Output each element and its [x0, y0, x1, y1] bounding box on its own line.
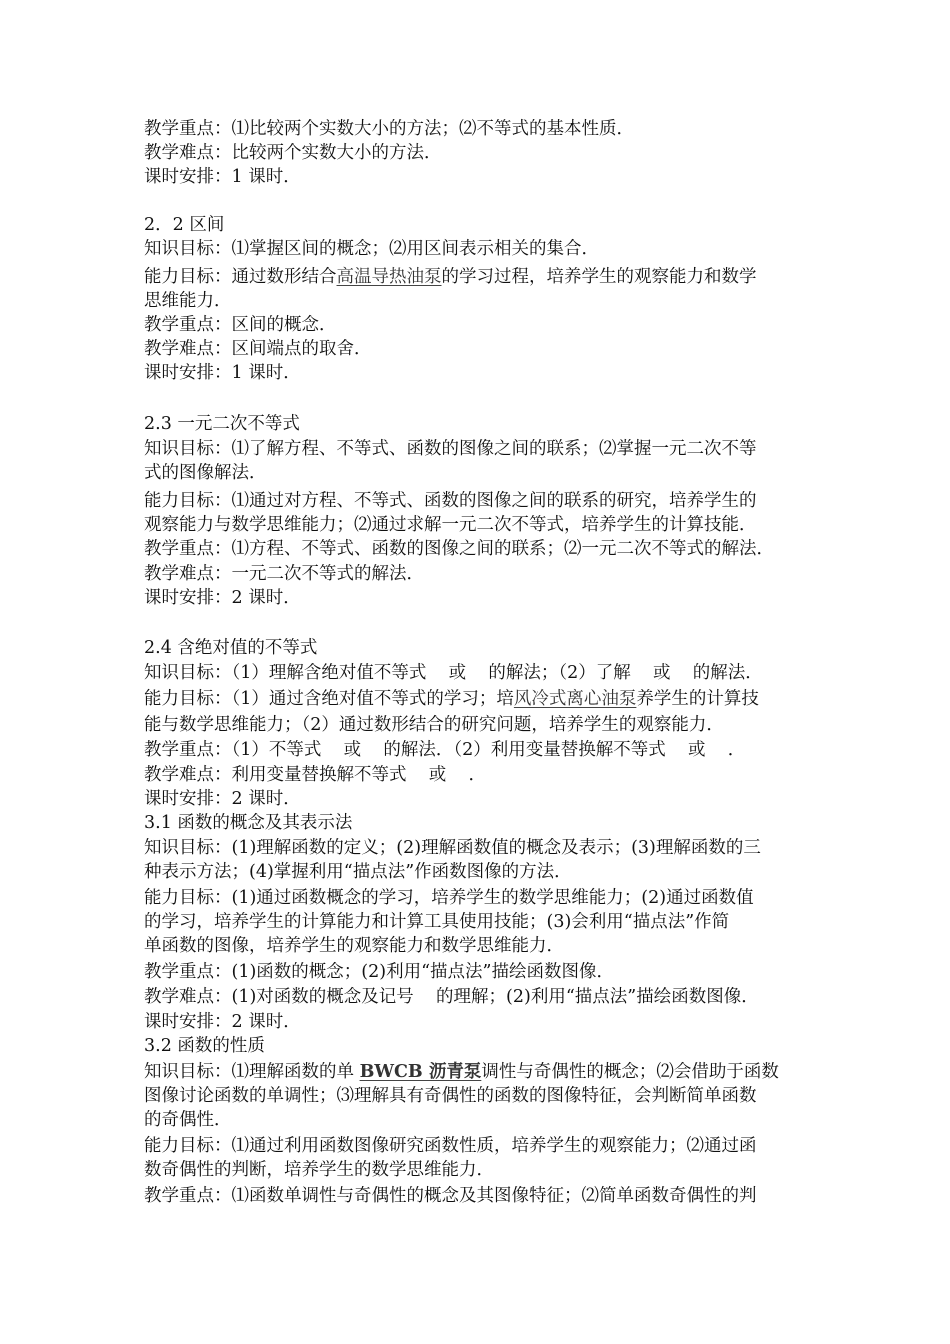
text-line — [144, 687, 759, 711]
text-line — [144, 265, 757, 289]
text-line — [144, 1060, 779, 1084]
section-heading: 2．2 区间 — [144, 215, 225, 235]
text-line: 数奇偶性的判断，培养学生的数学思维能力． — [144, 1160, 494, 1180]
inline-link-high-temp-oil-pump[interactable]: 高温导热油泵 — [336, 267, 442, 287]
text-line: 能与数学思维能力；（2）通过数形结合的研究问题，培养学生的观察能力． — [144, 715, 724, 735]
text-line: 图像讨论函数的单调性；⑶理解具有奇偶性的函数的图像特征，会判断简单函数 — [144, 1086, 757, 1106]
text-line: 的学习，培养学生的计算能力和计算工具使用技能；(3)会利用“描点法”作简 — [144, 912, 730, 932]
text-line: 教学难点：区间端点的取舍． — [144, 339, 372, 359]
text-line: 能力目标：⑴通过利用函数图像研究函数性质，培养学生的观察能力；⑵通过函 — [144, 1136, 757, 1156]
text-segment: 调性与奇偶性的概念；⑵会借助于函数 — [481, 1062, 779, 1082]
text-segment: 的学习过程，培养学生的观察能力和数学 — [441, 267, 757, 287]
text-line: 课时安排：2 课时． — [144, 588, 301, 608]
section-heading: 2.3 一元二次不等式 — [144, 414, 300, 434]
text-line: 教学重点：⑴比较两个实数大小的方法；⑵不等式的基本性质． — [144, 119, 634, 139]
text-line: 教学重点：区间的概念． — [144, 315, 337, 335]
text-line: 能力目标：(1)通过函数概念的学习，培养学生的数学思维能力；(2)通过函数值 — [144, 888, 754, 908]
text-line: 课时安排：1 课时． — [144, 363, 301, 383]
text-line: 知识目标：⑴掌握区间的概念；⑵用区间表示相关的集合． — [144, 239, 599, 259]
text-segment: 养学生的计算技 — [636, 689, 759, 709]
text-line: 的奇偶性． — [144, 1110, 232, 1130]
text-line: 教学难点：一元二次不等式的解法． — [144, 564, 424, 584]
text-line: 知识目标：(1)理解函数的定义；(2)理解函数值的概念及表示；(3)理解函数的三 — [144, 838, 761, 858]
text-line: 思维能力． — [144, 291, 232, 311]
text-line: 教学重点：（1）不等式 或 的解法．（2）利用变量替换解不等式 或 ． — [144, 740, 746, 760]
section-heading: 2.4 含绝对值的不等式 — [144, 638, 318, 658]
text-line: 教学重点：⑴函数单调性与奇偶性的概念及其图像特征；⑵简单函数奇偶性的判 — [144, 1186, 757, 1206]
text-line: 种表示方法；(4)掌握利用“描点法”作函数图像的方法． — [144, 862, 572, 882]
text-line: 能力目标：⑴通过对方程、不等式、函数的图像之间的联系的研究，培养学生的 — [144, 491, 757, 511]
text-segment: 能力目标：通过数形结合 — [144, 267, 337, 287]
inline-link-bwcb-asphalt-pump[interactable]: BWCB 沥青泵 — [359, 1062, 482, 1082]
inline-link-air-cooled-pump[interactable]: 风冷式离心油泵 — [513, 689, 637, 709]
text-line: 观察能力与数学思维能力；⑵通过求解一元二次不等式，培养学生的计算技能． — [144, 515, 757, 535]
text-segment: 知识目标：⑴理解函数的单 — [144, 1062, 360, 1082]
text-segment: 能力目标：（1）通过含绝对值不等式的学习；培 — [144, 689, 514, 709]
text-line: 教学难点：利用变量替换解不等式 或 ． — [144, 765, 487, 785]
text-line: 课时安排：1 课时． — [144, 167, 301, 187]
text-line: 知识目标：（1）理解含绝对值不等式 或 的解法；（2）了解 或 的解法． — [144, 663, 763, 683]
section-heading: 3.2 函数的性质 — [144, 1036, 265, 1056]
text-line: 课时安排：2 课时． — [144, 1012, 301, 1032]
text-line: 课时安排：2 课时． — [144, 789, 301, 809]
text-line: 教学难点：比较两个实数大小的方法． — [144, 143, 442, 163]
text-line: 教学重点：⑴方程、不等式、函数的图像之间的联系；⑵一元二次不等式的解法． — [144, 539, 774, 559]
section-heading: 3.1 函数的概念及其表示法 — [144, 813, 353, 833]
text-line: 教学重点：(1)函数的概念；(2)利用“描点法”描绘函数图像． — [144, 962, 614, 982]
text-line: 式的图像解法． — [144, 463, 267, 483]
text-line: 教学难点：(1)对函数的概念及记号 的理解；(2)利用“描点法”描绘函数图像． — [144, 987, 759, 1007]
text-line: 知识目标：⑴了解方程、不等式、函数的图像之间的联系；⑵掌握一元二次不等 — [144, 439, 757, 459]
text-line: 单函数的图像，培养学生的观察能力和数学思维能力． — [144, 936, 564, 956]
